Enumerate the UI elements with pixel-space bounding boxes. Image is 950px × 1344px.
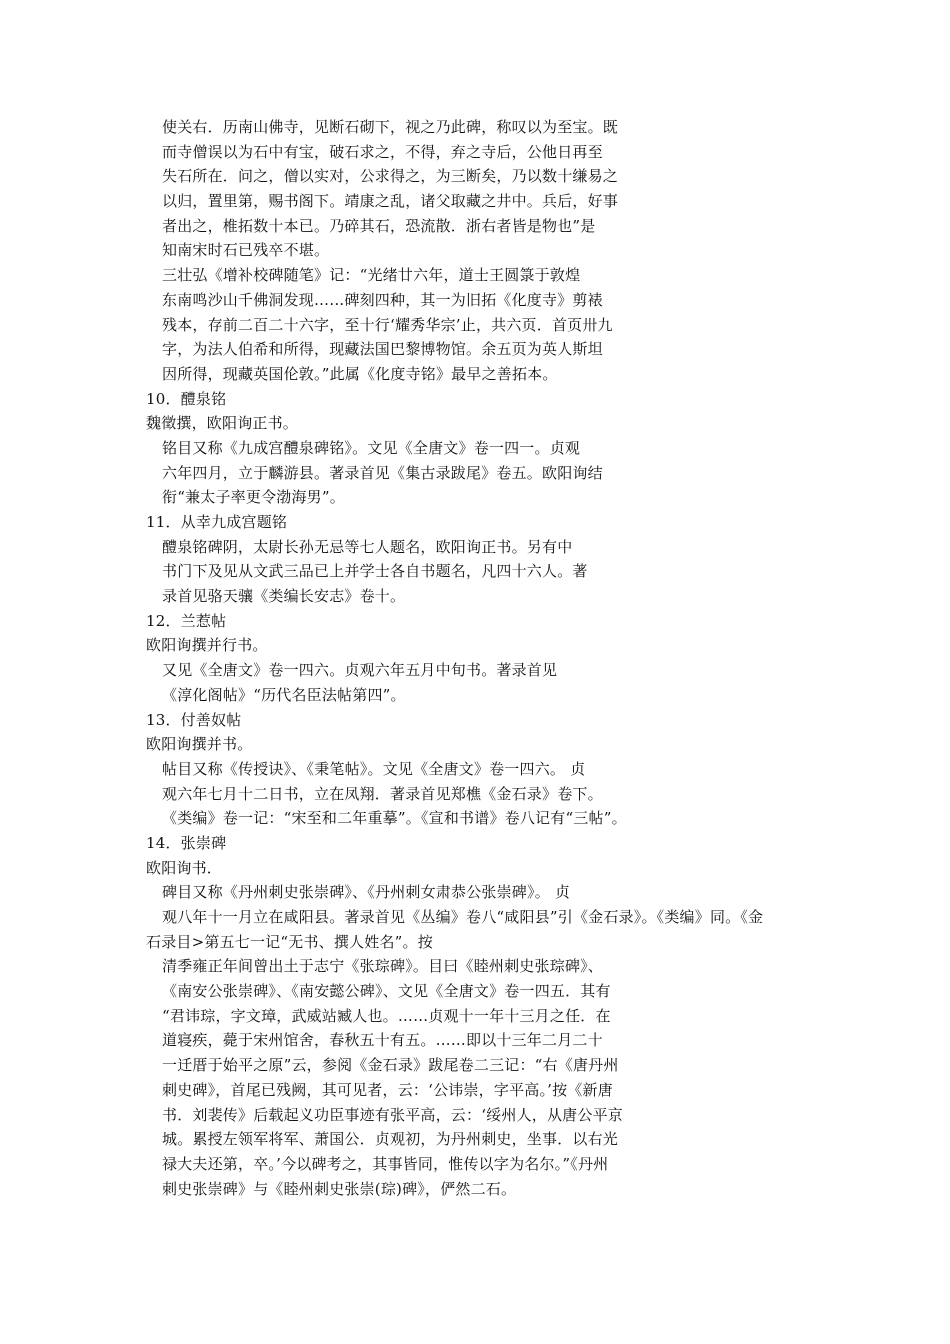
text-line: 书门下及见从文武三品已上并学士各自书题名，凡四十六人。著 [162, 562, 588, 581]
text-line: 《类编》卷一记：“宋至和二年重摹”。《宣和书谱》卷八记有“三帖”。 [162, 809, 627, 828]
text-line: 一迁厝于始平之原”云，参阅《金石录》跋尾卷二三记：“右《唐丹州 [162, 1056, 619, 1075]
text-line: 城。累授左领军将军、萧国公．贞观初，为丹州刺史，坐事．以右光 [162, 1130, 619, 1149]
text-line: 清季雍正年间曾出土于志宁《张琮碑》。目曰《睦州刺史张琮碑》、 [162, 957, 604, 976]
text-line: 铭目又称《九成宫醴泉碑铭》。文见《全唐文》卷一四一。贞观 [162, 438, 581, 457]
text-line: 禄大夫还第，卒。’今以碑考之，其事皆同，惟传以字为名尔。”《丹州 [162, 1154, 609, 1173]
text-line: 《南安公张崇碑》、《南安懿公碑》、文见《全唐文》卷一四五．其有 [162, 982, 611, 1001]
text-line: 欧阳询撰并书。 [146, 735, 253, 754]
text-line: 观八年十一月立在咸阳县。著录首见《丛编》卷八“咸阳县”引《金石录》。《类编》同。《金 [162, 908, 764, 926]
text-line: 刺史碑》，首尾已残阙，其可见者，云：‘公讳崇，字平高。’按《新唐 [162, 1080, 613, 1099]
text-line: 衔“兼太子率更令渤海男”。 [162, 488, 345, 507]
text-line: 醴泉铭碑阴，太尉长孙无忌等七人题名，欧阳询正书。另有中 [162, 537, 573, 556]
text-line: 失石所在．问之，僧以实对，公求得之，为三断矣，乃以数十缣易之 [162, 167, 619, 186]
text-line: 欧阳询撰并行书。 [146, 636, 268, 655]
text-line: 使关右．历南山佛寺，见断石砌下，视之乃此碑，称叹以为至宝。既 [162, 118, 619, 136]
text-line: 东南鸣沙山千佛洞发现……碑刻四种，其一为旧拓《化度寺》剪裱 [162, 290, 603, 309]
text-line: 以归，置里第，赐书阁下。靖康之乱，诸父取藏之井中。兵后，好事 [162, 192, 619, 211]
text-line: 残本，存前二百二十六字，至十行‘耀秀华宗’止，共六页．首页卅九 [162, 315, 613, 334]
text-line: 书．刘裴传》后载起义功臣事迹有张平高，云：‘绥州人，从唐公平京 [162, 1105, 623, 1124]
text-line: 观六年七月十二日书，立在凤翔．著录首见郑樵《金石录》卷下。 [162, 784, 603, 803]
text-line: 者出之，椎拓数十本已。乃碎其石，恐流散．浙右者皆是物也”是 [162, 216, 596, 235]
section-heading: 11．从幸九成宫题铭 [146, 513, 288, 531]
section-heading: 10．醴泉铭 [146, 389, 227, 408]
text-line: “君讳琮，字文璋，武威站臧人也。……贞观十一年十三月之任．在 [162, 1006, 611, 1025]
section-heading: 14．张崇碑 [146, 833, 227, 852]
text-line: 字，为法人伯希和所得，现藏法国巴黎博物馆。余五页为英人斯坦 [162, 340, 603, 359]
text-line: 帖目又称《传授诀》、《秉笔帖》。文见《全唐文》卷一四六。 贞 [162, 759, 586, 778]
text-line: 石录目>第五七一记“无书、撰人姓名”。按 [146, 932, 433, 951]
text-line: 碑目又称《丹州刺史张崇碑》、《丹州刺女肃恭公张崇碑》。 贞 [162, 883, 571, 902]
document-body [146, 115, 826, 1201]
text-line: 而寺僧误以为石中有宝，破石求之，不得，弃之寺后，公他日再至 [162, 142, 603, 161]
text-line: 道寝疾，薨于宋州馆舍，春秋五十有五。……即以十三年二月二十 [162, 1031, 603, 1050]
text-line: 《淳化阁帖》“历代名臣法帖第四”。 [162, 685, 406, 704]
text-line: 欧阳询书． [146, 858, 223, 877]
text-line: 魏徵撰，欧阳询正书。 [146, 414, 299, 433]
section-heading: 12．兰惹帖 [146, 611, 227, 630]
text-line: 刺史张崇碑》与《睦州刺史张崇(琮)碑》，俨然二石。 [162, 1179, 517, 1198]
text-line: 因所得，现藏英国伦敦。”此属《化度寺铭》最早之善拓本。 [162, 364, 558, 383]
section-heading: 13．付善奴帖 [146, 710, 242, 729]
text-line: 录首见骆天骧《类编长安志》卷十。 [162, 587, 406, 606]
text-line: 六年四月，立于麟游县。著录首见《集古录跋尾》卷五。欧阳询结 [162, 463, 603, 482]
text-line: 又见《全唐文》卷一四六。贞观六年五月中旬书。著录首见 [162, 661, 558, 680]
text-line: 三壮弘《增补校碑随笔》记：“光绪廿六年，道士王圆箓于敦煌 [162, 266, 581, 285]
text-line: 知南宋时石已残卒不堪。 [162, 241, 330, 260]
